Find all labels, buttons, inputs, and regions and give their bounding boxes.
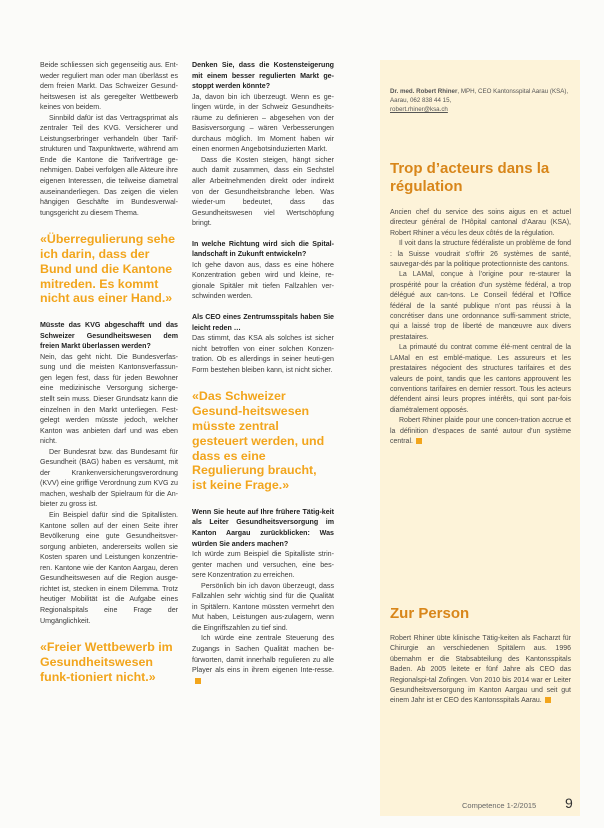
paragraph: Beide schliessen sich gegenseitig aus. Ent-weder reguliert man oder man überlässt es dem freien Markt. Das Schweizer Gesund-heitswesen ist als geregelter Wettbewerb keines von beidem.	[40, 61, 178, 112]
end-mark-icon	[416, 438, 422, 444]
paragraph: Ein Beispiel dafür sind die Spitallisten. Kantone sollen auf der einen Seite ihrer Bevölkerung eine gute Gesundheitsver-sorgung anbieten, andererseits wollen sie Kosten sparen und Leistungen konzentrie-ren. Kantone wie der Kanton Aargau, deren Gesundheitswesen auf die Region ausge-richtet ist, stecken in einem Dilemma. Trotz heutiger Mobilität ist die Aufgabe eines Regionalspitals eine Frage der Umgänglichkeit.	[40, 511, 178, 625]
sidebar-heading-trop: Trop d’acteurs dans la régulation	[390, 160, 550, 195]
contact-info	[390, 87, 570, 114]
paragraph: Dass die Kosten steigen, hängt sicher auch damit zusammen, dass ein Sechstel aller Arbeitnehmenden direkt oder indirekt von der Gesundheitsbranche leben. Was wieder-um bedeutet, dass das Gesundheitswesen viel Wertschöpfung bringt.	[192, 155, 334, 228]
paragraph: Ich gehe davon aus, dass es eine höhere Konzentration geben wird und kleine, re-gionale Spitäler mit tiefen Fallzahlen ver-schwinden werden.	[192, 260, 334, 301]
paragraph: La LAMal, conçue à l’origine pour re-staurer la prospérité pour la création d’un système fédéral, a trop délégué aux can-tons. Le Conseil fédéral et l’Office fédéral de la santé publique n’ont pas réussi à la concrétiser dans une ordonnance suffi-samment stricte, qui a laissé trop de liberté de manœuvre aux divers prestataires.	[390, 271, 571, 341]
paragraph: Das stimmt, das KSA als solches ist sicher nicht betroffen von einer solchen Konzen-tration. Ob es allerdings in seiner heuti-gen Form bestehen bleiben kann, ist nicht sicher.	[192, 334, 334, 374]
pull-quote: «Das Schweizer Gesund-heitswesen müsste zentral gesteuert werden, und dass es eine Regulierung braucht, ist keine Frage.»	[192, 389, 325, 493]
column-1	[40, 60, 178, 698]
interview-question: Als CEO eines Zentrumsspitals haben Sie leicht reden …	[192, 313, 334, 332]
paragraph	[390, 634, 571, 707]
end-mark-icon	[195, 678, 201, 684]
contact-details: , MPH, CEO Kantonsspital Aarau (KSA), Aarau, 062 838 44 15,	[390, 88, 569, 104]
paragraph-text: Ich würde eine zentrale Steuerung des Zugangs in Sachen Qualität machen be-fürworten, damit innerhalb regulieren zu alle Player als eins in ihrem eigenen Inte-resse.	[192, 634, 334, 675]
pull-quote: «Freier Wettbewerb im Gesundheitswesen funk-tioniert nicht.»	[40, 640, 173, 684]
page-number: 9	[565, 795, 573, 811]
paragraph: Il voit dans la structure fédéraliste un problème de fond : la Suisse voudrait s’offrir 26 systèmes de santé, sauvegar-dés par la politique protectionniste des cantons.	[390, 240, 571, 269]
footer-magazine: Competence 1-2/2015	[462, 801, 537, 810]
end-mark-icon	[545, 697, 551, 703]
contact-name: Dr. med. Robert Rhiner	[390, 88, 458, 95]
sidebar-heading-person: Zur Person	[390, 605, 470, 622]
paragraph: Ancien chef du service des soins aigus en et actuel directeur général de l’Hôpital cantonal d’Aarau (KSA), Robert Rhiner a vécu les deux côtés de la régulation.	[390, 209, 571, 237]
email-link[interactable]: robert.rhiner@ksa.ch	[390, 106, 448, 113]
interview-question: Denken Sie, dass die Kostensteigerung mit einem besser regulierten Markt ge-stoppt werden könnte?	[192, 61, 334, 91]
interview-question: Wenn Sie heute auf Ihre frühere Tätig-keit als Leiter Gesundheitsversorgung im Kanton Aargau zurückblicken: Was würden Sie anders machen?	[192, 507, 334, 548]
paragraph: La primauté du contrat comme élé-ment central de la LAMal en est emblé-matique. Les assureurs et les prestataires négocient des structures tarifaires et des valeurs de point, tandis que les cantons approuvent les conventions tarifaires en dernier ressort. Tous les acteurs défendent ainsi leurs propres intérêts, qui sont par-fois diamétralement opposés.	[390, 344, 571, 414]
paragraph-text: Robert Rhiner übte klinische Tätig-keiten als Facharzt für Chirurgie an verschiedenen Spitälern aus. 1996 übernahm er die Stabsabteilung des Kantonsspitals Baden. Ab 2005 leitete er fünf Jahre als CEO das Regionalspi-tal Zofingen. Von 2010 bis 2014 war er Leiter Gesundheitsversorgung im Kanton Aargau und seit gut einem Jahr ist er CEO des Kantonsspitals Aarau.	[390, 635, 571, 705]
interview-question: In welche Richtung wird sich die Spital-landschaft in Zukunft entwickeln?	[192, 239, 334, 259]
pull-quote: «Überregulierung sehe ich darin, dass der Bund und die Kantone mitreden. Es kommt nicht aus einer Hand.»	[40, 232, 175, 306]
paragraph	[192, 633, 334, 686]
paragraph: Ich würde zum Beispiel die Spitalliste strin-genter machen und versuchen, eine bes-sere Konzentration zu erreichen.	[192, 550, 334, 580]
paragraph-text: Robert Rhiner plaide pour une concen-tration accrue et la définition d’espaces de santé autour d’un système central.	[390, 417, 571, 445]
sidebar-text-person	[390, 634, 571, 707]
column-2	[192, 60, 334, 686]
paragraph	[390, 416, 571, 447]
paragraph: Persönlich bin ich davon überzeugt, dass Fallzahlen sehr wichtig sind für die Qualität in Spitälern. Kantone müssten vermehrt den Mut haben, Leistungen aus-zulagern, wenn die Eingriffszahlen zu tief sind.	[192, 581, 334, 632]
paragraph: Ja, davon bin ich überzeugt. Wenn es ge-lingen würde, in der Schweiz Gesundheits-räume zu definieren – abgesehen von der Basisversorgung – wären Verbesserungen durchaus möglich. Im Moment haben wir einen enormen Angebotsinduzierten Markt.	[192, 92, 334, 154]
interview-question: Müsste das KVG abgeschafft und das Schweizer Gesundheitswesen dem freien Markt überlassen werden?	[40, 321, 178, 351]
paragraph: Sinnbild dafür ist das Vertragsprimat als zentraler Teil des KVG. Versicherer und Leistungserbringer verhandeln über Tarif-strukturen und Taxpunktwerte, während am Ende die Kantone die Tarifverträge ge-nehmigen. Dabei verfolgen alle Akteure ihre eigenen Interessen, die teilweise diametral auseinanderliegen. Das zeigen die vielen hängigen Geschäfte im Bundesverwal-tungsgericht zu diesem Thema.	[40, 113, 178, 217]
paragraph: Nein, das geht nicht. Die Bundesverfas-sung und die meisten Kantonsverfassun-gen legen fest, dass für jeden Bewohner eine medizinische Versorgung sicherge-stellt sein muss. Dieser Grundsatz kann die einzelnen in den Markt unterliegen. Fest-gelegt werden müsste jedoch, welcher Kanton was anbieten darf und was eben nicht.	[40, 352, 178, 446]
sidebar-text-trop	[390, 208, 571, 447]
paragraph: Der Bundesrat bzw. das Bundesamt für Gesundheit (BAG) haben es versäumt, mit der Krankenversicherungsverordnung (KVV) eine griffige Verordnung zum KVG zu machen, weshalb der Spielraum für die An-bieter zu gross ist.	[40, 447, 178, 509]
